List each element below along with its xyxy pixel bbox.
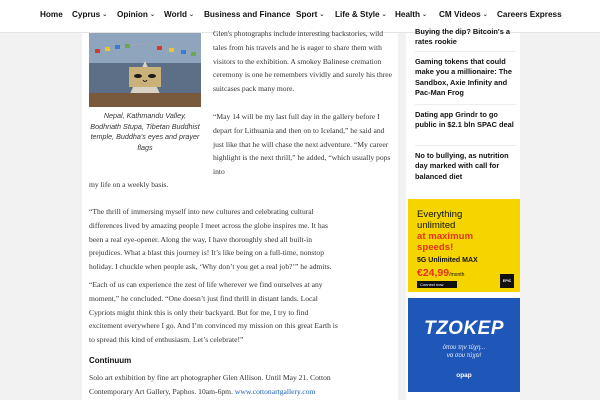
sidebar-story[interactable]: Dating app Grindr to go public in $2.1 bln SPAC deal (415, 110, 514, 130)
article-body (82, 29, 398, 400)
paragraph-zest: “Each of us can experience the zest of life wherever we find ourselves at any moment,” he concluded. “One doesn’t just find thrill in distant lands. Local Cypriots might think this is only their backyard. But for me, I try to find excitement everywhere I go. And I’m convinced my mission on this great Earth is to spread this kind of enthusiasm. Let’s celebrate!” (89, 280, 338, 345)
chevron-down-icon: ⌄ (422, 12, 428, 18)
chevron-down-icon: ⌄ (102, 12, 108, 18)
nav-cyprus[interactable]: Cyprus ⌄ (72, 10, 108, 19)
opap-logo: opap (456, 372, 472, 379)
sidebar-story[interactable]: Gaming tokens that could make you a millionaire: The Sandbox, Axie Infinity and Pac-Man Frog (415, 57, 512, 97)
sidebar-story[interactable]: No to bullying, as nutrition day marked with call for balanced diet (415, 151, 509, 181)
divider (415, 145, 516, 146)
chevron-down-icon: ⌄ (482, 12, 488, 18)
quote-paragraph-tail: my life on a weekly basis. (89, 180, 169, 189)
nav-home[interactable]: Home (40, 10, 63, 19)
nav-business-finance[interactable]: Business and Finance (204, 10, 291, 19)
nav-careers-express[interactable]: Careers Express (497, 10, 562, 19)
ad-tagline: όπου την τύχη... να σου τύχει! (442, 345, 486, 359)
intro-paragraph: Glen's photographs include interesting backstories, wild tales from his travels and he is eager to share them with visitors to the exhibition. A smokey Balinese cremation ceremony is one he remembers vividly and surely his three suitcases pack many more. (213, 29, 393, 94)
article-photo (89, 33, 201, 107)
divider (415, 104, 516, 105)
exhibition-info: Solo art exhibition by fine art photographer Glen Allison. Until May 21. Cotton Contemporary Art Gallery, Paphos. 10am-6pm. www.cottonartgallery.com (89, 373, 331, 396)
photo-caption: Nepal, Kathmandu Valley, Bodhnath Stupa, Tibetan Buddhist temple, Buddha's eyes and prayer flags (90, 111, 200, 152)
section-heading-continuum: Continuum (89, 356, 132, 365)
chevron-down-icon: ⌄ (189, 12, 195, 18)
chevron-down-icon: ⌄ (319, 12, 325, 18)
nav-sport[interactable]: Sport ⌄ (296, 10, 325, 19)
quote-paragraph: “May 14 will be my last full day in the gallery before I depart for Lithuania and then on to Iceland,” he said and just like that he will chase the next adventure. “My career highlight is the next thrill,” he added, “which usually pops into (213, 112, 391, 177)
gallery-website-link[interactable]: www.cottonartgallery.com (234, 386, 316, 396)
chevron-down-icon: ⌄ (381, 12, 387, 18)
nav-cm-videos[interactable]: CM Videos ⌄ (439, 10, 488, 19)
paragraph-thrill: “The thrill of immersing myself into new cultures and celebrating cultural differences lived by amazing people I meet across the globe inspires me. It has been a real eye-opener. Along the way, I have thoroughly shed all built-in prejudices. What a blast this journey is! It’s like being on a full-time, nonstop holiday. I chuckle when people ask, ‘Why don’t you get a real job?’” he admits. (89, 207, 332, 272)
ad-banner-joker[interactable] (408, 298, 520, 392)
nav-health[interactable]: Health ⌄ (395, 10, 428, 19)
nav-opinion[interactable]: Opinion ⌄ (117, 10, 155, 19)
ad-banner-5g[interactable]: Everything unlimited at maximum speeds! 5G Unlimited MAX €24,99/month Connect now EPIC (408, 199, 520, 292)
ad-connect-button[interactable]: Connect now (417, 281, 457, 288)
joker-logo: ΤΖΟΚΕΡ (423, 318, 505, 339)
ad-brand-logo: EPIC (500, 274, 514, 288)
nav-world[interactable]: World ⌄ (164, 10, 195, 19)
sidebar-story[interactable]: Buying the dip? Bitcoin's a rates rookie (415, 27, 510, 47)
nav-life-style[interactable]: Life & Style ⌄ (335, 10, 387, 19)
chevron-down-icon: ⌄ (149, 12, 155, 18)
divider (415, 51, 516, 52)
